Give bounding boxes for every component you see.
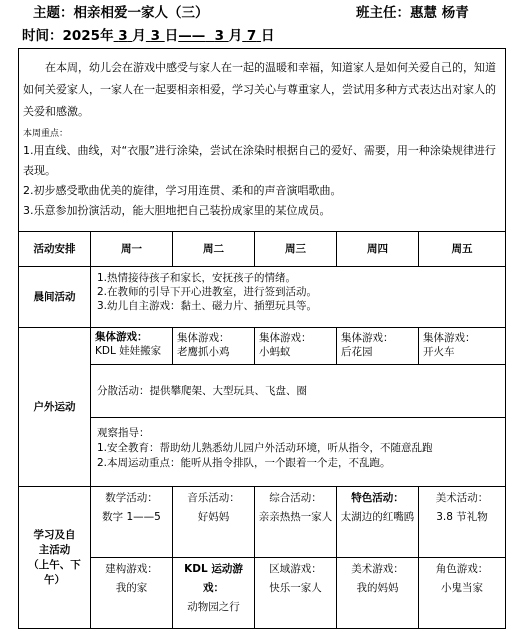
scattered-text: 分散活动：提供攀爬架、大型玩具、飞盘、圈	[97, 384, 307, 397]
header-tuesday: 周二	[173, 232, 255, 267]
outdoor-guidance-row	[19, 418, 506, 487]
guidance-title: 观察指导：	[97, 427, 150, 439]
activity-name: 亲亲热热一家人	[258, 511, 333, 523]
learning-wed-2	[255, 558, 337, 629]
activity-title: 角色游戏：	[435, 563, 489, 575]
focus-item-2: 2.初步感受歌曲优美的旋律，学习用连贯、柔和的声音演唱歌曲。	[23, 184, 342, 197]
game-title: 集体游戏：	[259, 332, 312, 344]
focus-title: 本周重点：	[23, 129, 69, 139]
activity-title: 区域游戏：	[269, 563, 322, 575]
header-schedule: 活动安排	[19, 232, 91, 267]
theme-label: 主题：	[33, 5, 74, 21]
activity-title: 美术游戏：	[351, 563, 404, 575]
activity-title: 音乐活动：	[187, 492, 240, 504]
outdoor-games-row	[19, 328, 506, 365]
teacher-label: 班主任：	[356, 5, 410, 21]
morning-item-2: 2.在教师的引导下开心进教室，进行签到活动。	[97, 286, 318, 298]
learning-label	[19, 487, 91, 629]
date-dash: —— 3	[178, 28, 225, 44]
activity-name: 动物园之行	[187, 601, 240, 613]
game-title: 集体游戏：	[95, 331, 148, 343]
month-char-1: 月	[132, 28, 146, 44]
learning-wed-1	[255, 487, 337, 558]
theme-text: 相亲相爱一家人（三）	[73, 5, 209, 21]
header-wednesday: 周三	[255, 232, 337, 267]
guidance-item-2: 2.本周运动重点：能听从指令排队，一个跟着一个走，不乱跑。	[97, 457, 391, 469]
activity-name: 小鬼当家	[441, 582, 484, 594]
activity-title: 美术活动：	[435, 492, 489, 504]
intro-paragraph: 在本周，幼儿会在游戏中感受与家人在一起的温暖和幸福，知道家人是如何关爱自己的，知道如何关爱家人，一家人在一起要相亲相爱，学习关心与尊重家人，尝试用多种方式表达出对家人的关爱和感激。	[23, 61, 496, 118]
activity-title: KDL 运动游戏：	[184, 563, 243, 594]
learning-label-line-4: 午）	[44, 573, 65, 586]
outdoor-game-thu	[337, 328, 419, 365]
learning-fri-2	[419, 558, 506, 629]
outdoor-game-fri	[419, 328, 506, 365]
focus-item-3: 3.乐意参加扮演活动，能大胆地把自己装扮成家里的某位成员。	[23, 204, 331, 217]
intro-row	[19, 49, 506, 232]
day-char-2: 日	[261, 28, 275, 44]
header-friday: 周五	[419, 232, 506, 267]
date-range-line	[22, 27, 275, 45]
learning-row-1	[19, 487, 506, 558]
end-day: 7	[246, 28, 257, 44]
morning-item-1: 1.热情接待孩子和家长，安抚孩子的情绪。	[97, 272, 297, 284]
start-month: 3	[118, 28, 128, 44]
learning-fri-1	[419, 487, 506, 558]
teacher-names: 惠慧 杨青	[410, 5, 469, 21]
scattered-activities	[91, 365, 506, 418]
theme-line	[33, 4, 209, 22]
morning-row	[19, 267, 506, 328]
header-thursday: 周四	[337, 232, 419, 267]
learning-mon-2	[91, 558, 173, 629]
activity-name: 快乐一家人	[269, 582, 322, 594]
game-name: 小蚂蚁	[259, 346, 291, 358]
activity-name: 3.8 节礼物	[436, 511, 488, 523]
activity-name: 太湖边的红嘴鸥	[340, 511, 415, 523]
year: 2025年	[62, 28, 114, 44]
game-name: 老鹰抓小鸡	[177, 346, 230, 358]
activity-title: 数学活动：	[105, 492, 158, 504]
focus-item-1: 1.用直线、曲线，对“衣服”进行涂染，尝试在涂染时根据自己的爱好、需要，用一种涂染规律进行表现。	[23, 144, 496, 177]
learning-label-line-1: 学习及自	[33, 528, 76, 541]
time-label: 时间：	[22, 28, 63, 44]
guidance-cell	[91, 418, 506, 487]
learning-thu-1	[337, 487, 419, 558]
header-monday: 周一	[91, 232, 173, 267]
learning-label-line-2: 主活动	[38, 543, 71, 556]
morning-activities	[91, 267, 506, 328]
day-char-1: 日	[164, 28, 179, 44]
game-title: 集体游戏：	[341, 332, 394, 344]
activity-name: 我的家	[115, 582, 148, 594]
morning-item-3: 3.幼儿自主游戏：黏土、磁力片、插塑玩具等。	[97, 300, 318, 312]
outdoor-game-wed	[255, 328, 337, 365]
morning-label: 晨间活动	[19, 267, 91, 328]
game-name: 后花园	[341, 346, 373, 358]
table-header-row	[19, 232, 506, 267]
learning-tue-2	[173, 558, 255, 629]
activity-title: 综合活动：	[269, 492, 322, 504]
outdoor-game-tue	[173, 328, 255, 365]
game-name: 开火车	[423, 346, 455, 358]
learning-row-2	[19, 558, 506, 629]
outdoor-scattered-row	[19, 365, 506, 418]
activity-name: 我的妈妈	[356, 582, 399, 594]
game-name: KDL 娃娃搬家	[95, 345, 162, 357]
learning-label-line-3: （上午、下	[28, 558, 81, 571]
activity-title: 特色活动：	[351, 492, 404, 504]
weekly-plan-table	[18, 48, 506, 629]
start-day: 3	[150, 28, 160, 44]
learning-tue-1	[173, 487, 255, 558]
activity-name: 好妈妈	[197, 511, 230, 523]
guidance-item-1: 1.安全教育：帮助幼儿熟悉幼儿园户外活动环境，听从指令，不随意乱跑	[97, 442, 433, 454]
game-title: 集体游戏：	[177, 332, 230, 344]
outdoor-game-mon	[91, 328, 173, 365]
learning-thu-2	[337, 558, 419, 629]
teacher-line	[356, 4, 469, 22]
activity-name: 数字 1——5	[102, 511, 161, 523]
month-char-2: 月	[228, 28, 243, 44]
intro-cell	[19, 49, 506, 232]
activity-title: 建构游戏：	[105, 563, 158, 575]
outdoor-label: 户外运动	[19, 328, 91, 487]
game-title: 集体游戏：	[423, 332, 476, 344]
learning-mon-1	[91, 487, 173, 558]
